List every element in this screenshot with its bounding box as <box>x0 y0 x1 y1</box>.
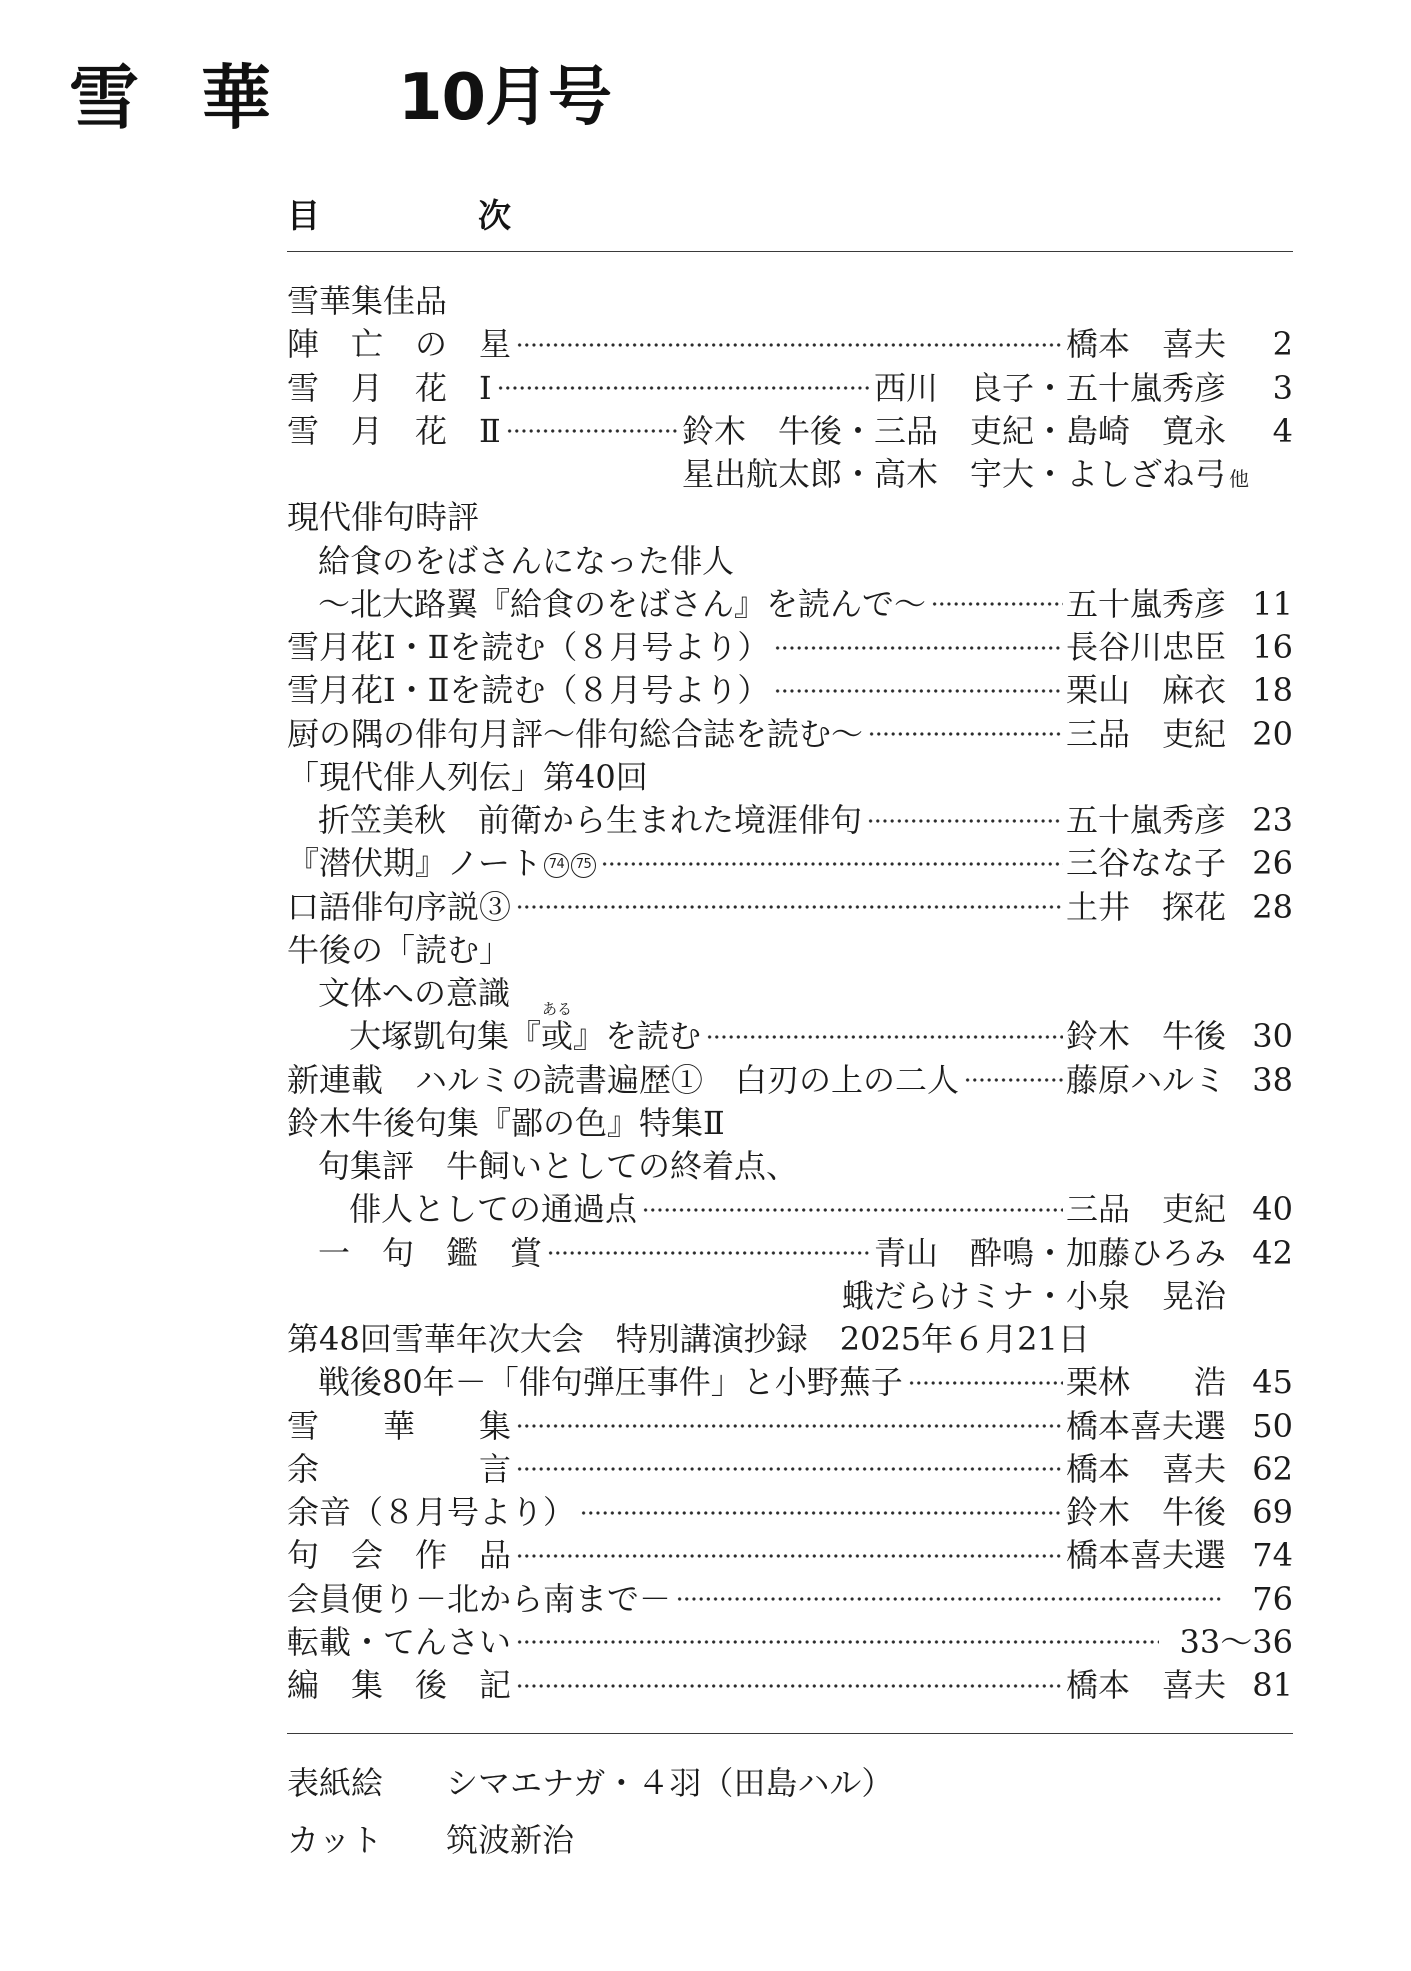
dot-leader <box>516 1423 1063 1429</box>
entry-title: 句 会 作 品 <box>287 1536 512 1575</box>
entry-page-number: 40 <box>1252 1190 1293 1229</box>
entry-title: 句集評 牛飼いとしての終着点、 <box>318 1147 799 1185</box>
entry-title: 折笠美秋 前衛から生まれた境涯俳句 <box>318 801 863 839</box>
entry-author: 橋本喜夫選 <box>1065 1406 1226 1445</box>
entry-title: 俳人としての通過点 <box>349 1190 638 1229</box>
entry-title: 口語俳句序説③ <box>287 887 512 926</box>
dot-leader <box>506 428 679 434</box>
entry-author-suffix: 他 <box>1229 467 1249 492</box>
entry-title: 雪月花Ⅰ・Ⅱを読む（８月号より） <box>287 628 770 666</box>
toc-entry <box>287 1059 1293 1102</box>
toc-subheading <box>287 972 1293 1019</box>
entry-page-number: 26 <box>1252 844 1293 883</box>
entry-page-number: 76 <box>1252 1579 1293 1618</box>
dot-leader <box>774 688 1063 694</box>
toc-entry <box>287 1578 1293 1621</box>
toc-subheading <box>287 1145 1293 1188</box>
entry-author: 三品 吏紀 <box>1065 714 1226 753</box>
dot-leader <box>867 818 1063 824</box>
dot-leader <box>868 731 1063 737</box>
entry-author: 蛾だらけミナ・小泉 晃治 <box>841 1276 1226 1315</box>
entry-page-number: 38 <box>1252 1060 1293 1099</box>
entry-page-number: 18 <box>1252 671 1293 710</box>
toc-entry <box>287 1491 1293 1534</box>
toc-entry <box>287 886 1293 929</box>
ruby-base-char: 或 <box>541 1017 574 1056</box>
entry-author: 五十嵐秀彦 <box>1065 584 1226 623</box>
entry-author: 五十嵐秀彦 <box>1065 801 1226 839</box>
ruby-reading: ある <box>542 1000 573 1019</box>
entry-page-number: 81 <box>1252 1666 1293 1704</box>
entry-author: 鈴木 牛後・三品 吏紀・島崎 寛永 <box>681 411 1226 450</box>
entry-title: 余 言 <box>287 1449 512 1488</box>
magazine-title-char-1: 雪 <box>69 57 139 139</box>
entry-page-number: 50 <box>1252 1406 1293 1445</box>
dot-leader <box>516 904 1063 910</box>
dot-leader <box>908 1380 1063 1386</box>
entry-title: 給食のをばさんになった俳人 <box>318 541 735 580</box>
circled-number: 74 <box>544 853 569 878</box>
section-title: 「現代俳人列伝」第40回 <box>287 757 648 796</box>
entry-page-number: 2 <box>1272 325 1293 364</box>
dot-leader <box>601 861 1063 867</box>
section-title: 雪華集佳品 <box>287 282 448 320</box>
dot-leader <box>497 385 871 391</box>
entry-title: 文体への意識 <box>318 974 511 1012</box>
toc-entry <box>287 1232 1293 1275</box>
toc-section-heading <box>287 496 1293 539</box>
entry-page-number: 30 <box>1252 1017 1293 1056</box>
section-title: 第48回雪華年次大会 特別講演抄録 2025年６月21日 <box>287 1320 1090 1358</box>
entry-page-number: 3 <box>1272 368 1293 407</box>
dot-leader <box>964 1077 1063 1083</box>
table-of-contents <box>287 280 1293 1712</box>
toc-section-heading <box>287 1102 1293 1145</box>
issue-label: 10月号 <box>398 61 612 135</box>
entry-author: 鈴木 牛後 <box>1065 1017 1226 1056</box>
entry-title: 厨の隅の俳句月評～俳句総合誌を読む～ <box>287 714 864 753</box>
entry-title: 一 句 鑑 賞 <box>318 1233 543 1272</box>
magazine-title-char-2: 華 <box>201 57 271 139</box>
entry-page-number: 20 <box>1252 714 1293 753</box>
section-title: 牛後の「読む」 <box>287 930 512 969</box>
toc-entry <box>287 1448 1293 1491</box>
dot-leader <box>516 1553 1063 1559</box>
toc-subheading <box>287 540 1293 583</box>
dot-leader <box>516 1639 1159 1645</box>
entry-author: 橋本喜夫選 <box>1065 1536 1226 1575</box>
entry-page-number: 33～36 <box>1179 1622 1293 1661</box>
dot-leader <box>516 1466 1063 1472</box>
toc-section-heading <box>287 280 1293 323</box>
entry-author: 土井 探花 <box>1065 887 1226 926</box>
divider-top <box>287 251 1293 252</box>
entry-author: 藤原ハルミ <box>1065 1060 1226 1099</box>
toc-entry <box>287 1664 1293 1707</box>
contents-heading-char-2: 次 <box>478 196 511 235</box>
entry-title: ～北大路翼『給食のをばさん』を読んで～ <box>318 584 927 623</box>
entry-title <box>349 1000 702 1058</box>
entry-page-number: 23 <box>1252 801 1293 839</box>
toc-entry-continuation <box>287 1275 1293 1318</box>
entry-title: 雪 華 集 <box>287 1406 512 1445</box>
dot-leader <box>774 645 1063 651</box>
entry-author: 三谷なな子 <box>1065 844 1226 883</box>
dot-leader <box>931 601 1063 607</box>
dot-leader <box>642 1207 1063 1213</box>
dot-leader <box>706 1034 1063 1040</box>
credit-label: カット <box>287 1821 383 1859</box>
credit-value: シマエナガ・４羽（田島ハル） <box>446 1764 894 1802</box>
entry-author: 栗林 浩 <box>1065 1363 1226 1402</box>
cut-illustration-credit <box>287 1818 574 1862</box>
entry-title: 会員便り－北から南まで－ <box>287 1579 672 1618</box>
toc-entry <box>287 713 1293 756</box>
entry-author: 鈴木 牛後 <box>1065 1493 1226 1531</box>
toc-entry <box>287 1361 1293 1404</box>
entry-title-text: 』を読む <box>573 1017 702 1056</box>
entry-title <box>287 842 596 885</box>
entry-page-number: 4 <box>1272 411 1293 450</box>
entry-page-number: 69 <box>1252 1493 1293 1531</box>
entry-author: 橋本 喜夫 <box>1065 1666 1226 1704</box>
dot-leader <box>580 1510 1063 1516</box>
circled-number: 75 <box>571 853 596 878</box>
entry-page-number: 16 <box>1252 628 1293 666</box>
section-title: 現代俳句時評 <box>287 498 480 537</box>
entry-page-number: 74 <box>1252 1536 1293 1575</box>
dot-leader <box>516 342 1063 348</box>
toc-entry <box>287 626 1293 669</box>
entry-title-text: 『潜伏期』ノート <box>287 844 543 883</box>
entry-page-number: 45 <box>1252 1363 1293 1402</box>
toc-entry <box>287 1188 1293 1231</box>
entry-author: 三品 吏紀 <box>1065 1190 1226 1229</box>
entry-author: 長谷川忠臣 <box>1065 628 1226 666</box>
dot-leader <box>547 1250 871 1256</box>
toc-section-heading <box>287 1318 1293 1361</box>
toc-entry-continuation <box>287 453 1293 496</box>
toc-section-heading <box>287 929 1293 972</box>
toc-entry <box>287 323 1293 366</box>
ruby-base <box>541 1000 574 1056</box>
entry-title: 余音（８月号より） <box>287 1493 576 1531</box>
toc-entry <box>287 1534 1293 1577</box>
entry-title: 新連載 ハルミの読書遍歴① 白刃の上の二人 <box>287 1060 960 1099</box>
entry-page-number: 62 <box>1252 1449 1293 1488</box>
toc-section-heading <box>287 756 1293 799</box>
toc-entry <box>287 410 1293 453</box>
toc-entry <box>287 367 1293 410</box>
cover-art-credit <box>287 1761 893 1805</box>
dot-leader <box>516 1683 1063 1689</box>
toc-entry <box>287 583 1293 626</box>
section-title: 鈴木牛後句集『鄙の色』特集Ⅱ <box>287 1103 725 1142</box>
entry-title-text: 大塚凱句集『 <box>349 1017 542 1056</box>
entry-title: 編 集 後 記 <box>287 1666 512 1704</box>
entry-title: 戦後80年－「俳句弾圧事件」と小野蕪子 <box>318 1363 903 1402</box>
entry-page-number: 42 <box>1252 1233 1293 1272</box>
entry-title: 陣 亡 の 星 <box>287 325 512 364</box>
entry-author: 栗山 麻衣 <box>1065 671 1226 710</box>
entry-author: 橋本 喜夫 <box>1065 325 1226 364</box>
toc-entry <box>287 1405 1293 1448</box>
entry-author: 星出航太郎・高木 宇大・よしざね弓 <box>681 455 1226 493</box>
entry-author: 青山 酔鳴・加藤ひろみ <box>873 1233 1226 1272</box>
divider-bottom <box>287 1733 1293 1734</box>
entry-title: 転載・てんさい <box>287 1622 512 1661</box>
toc-entry <box>287 1621 1293 1664</box>
dot-leader <box>676 1596 1223 1602</box>
toc-entry <box>287 1000 1293 1058</box>
entry-author: 西川 良子・五十嵐秀彦 <box>873 368 1226 407</box>
entry-page-number: 11 <box>1252 584 1293 623</box>
entry-title: 雪 月 花 Ⅰ <box>287 368 492 407</box>
toc-entry <box>287 842 1293 885</box>
toc-entry <box>287 799 1293 842</box>
contents-heading-char-1: 目 <box>287 196 320 235</box>
entry-title: 雪月花Ⅰ・Ⅱを読む（８月号より） <box>287 671 770 710</box>
toc-entry <box>287 669 1293 712</box>
entry-author: 橋本 喜夫 <box>1065 1449 1226 1488</box>
credit-value: 筑波新治 <box>446 1821 575 1859</box>
entry-title: 雪 月 花 Ⅱ <box>287 411 501 450</box>
entry-page-number: 28 <box>1252 887 1293 926</box>
credit-label: 表紙絵 <box>287 1764 384 1802</box>
